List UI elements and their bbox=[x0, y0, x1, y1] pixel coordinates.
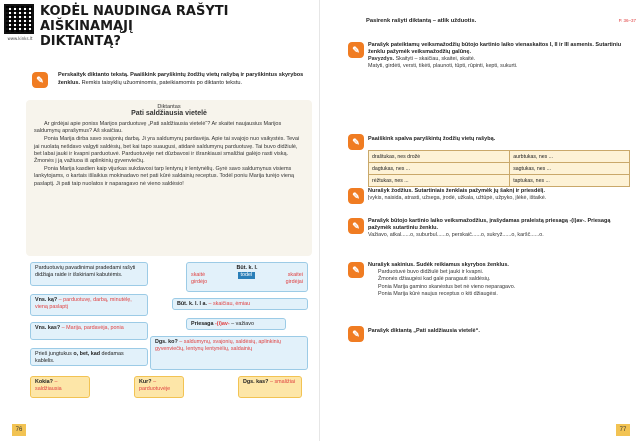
title-line-2: DIKTANTĄ? bbox=[40, 34, 121, 49]
note-conjunctions bbox=[30, 348, 148, 366]
grid-cell[interactable]: rėžtukas, nes ... bbox=[369, 175, 510, 187]
note-text: girdėjo bbox=[191, 278, 208, 285]
note-label: Kokia? bbox=[35, 379, 53, 385]
note-text: Parduotuvių pavadinimai pradedami rašyti didžiąja raide ir išskiriami kabutėmis. bbox=[35, 265, 136, 278]
note-label: Dgs. kas? bbox=[243, 379, 269, 385]
qr-label: www.kinks.lt bbox=[7, 36, 33, 41]
note-text: – važiavo bbox=[229, 321, 254, 327]
task-instruction: Parašyk pateiktamų veiksmažodžių būtojo kartinio laiko vienaskaitos I, II ir III asmenis. Sutartiniu ženklu pažymėk veiksmažodžių galūnę. bbox=[368, 42, 622, 55]
task-instruction: Paaiškink spalva paryškintų žodžių vietų rašybą. bbox=[368, 136, 496, 142]
note-text: – saldžiausia bbox=[35, 379, 62, 392]
task-words: Matyti, girdėti, versti, tikėti, plaunoti, tūpti, rūpinti, kepti, sukurti. bbox=[368, 63, 518, 70]
note-past-tense bbox=[186, 262, 308, 292]
table-row bbox=[369, 151, 630, 163]
note-past-first-person bbox=[172, 298, 308, 310]
note-text: – parduotuvėje bbox=[139, 379, 171, 392]
task-4 bbox=[368, 218, 630, 239]
note-kokia bbox=[30, 376, 90, 398]
task-words: Važiavo, atkal......o, suburbul......o, perskaič......o, sukryž......o, karšč......o. bbox=[368, 232, 544, 238]
intro-rest: Remkis taisyklių užuominomis, pateikiamomis po diktanto tekstu. bbox=[80, 79, 243, 86]
qr-code-icon bbox=[4, 4, 34, 34]
sentence-line: Ponia Marija kūrė naujus receptus o kiti džiaugėsi. bbox=[378, 291, 498, 298]
note-label: Dgs. ko? bbox=[155, 339, 178, 345]
note-text: skaitė bbox=[191, 271, 206, 278]
dictation-paragraph: Ponia Marija kasdien kaip vijurkas sukdavosi tarp lentynų ir lentynėlių. Gyrė savo saldumynus visiems lankytojams, o kartais išlaikius mokinadavo net pati kūrė saldainių receptus. Todėl poniu Marija turėjo vieną paslaptį. Ji pati taip nuolatos ir naparagavo nė vieno saldėsio! bbox=[34, 166, 295, 187]
dictation-label: Diktantas bbox=[157, 104, 181, 110]
intro-bold: Perskaityk diktanto tekstą. Paaiškink paryškintų žodžių vietų rašybą ir paryškintus skyrybos ženklus. bbox=[58, 72, 304, 86]
note-plural-kas bbox=[238, 376, 302, 398]
note-label: Būt. k. l. bbox=[236, 265, 258, 271]
note-suffix bbox=[186, 318, 286, 330]
pencil-task-icon: ✎ bbox=[32, 72, 48, 88]
sentence-line: Ponia Marija gamino skanėstus bet nė vieno neparagavo. bbox=[378, 283, 516, 290]
note-label: o, bet, kad bbox=[73, 351, 101, 357]
page-title bbox=[40, 4, 302, 49]
task-6 bbox=[368, 328, 630, 335]
task-5 bbox=[368, 262, 630, 299]
task-1 bbox=[368, 42, 630, 71]
note-label: Būt. k. l. I a. bbox=[177, 301, 207, 307]
page-number: 76 bbox=[12, 424, 26, 436]
task-instruction: Parašyk būtojo kartinio laiko veiksmažodžius, įrašydamas praleistą priesagą -(i)av-. Priesagą pažymėk sutartiniu ženklu. bbox=[368, 218, 611, 231]
pencil-task-icon: ✎ bbox=[348, 42, 364, 58]
example-text: Skaityti – skaičiau, skaitei, skaitė. bbox=[394, 56, 476, 62]
answer-grid bbox=[368, 150, 630, 187]
example-label: Pavyzdys. bbox=[368, 56, 395, 62]
page-reference: P. 36–37 bbox=[618, 18, 636, 23]
note-vns-kas bbox=[30, 322, 148, 340]
task-words: Įvykis, naisida, atrasti, užsega, įrodė, užkala, užtūpė, užpyko, įlėkė, ištaikė. bbox=[368, 195, 547, 201]
dictation-paragraph: Ponia Marija dirba savo svajonių darbą. Ji yra saldumynų pardavėja. Apie tai svajojo nuo vaikystės. Tevai jai nuolatą nešdavo valgyti saldėsių, bet kai tapo suaugusi, atidarė saldumynų parduotuvę. Tai buvo didžiulė, bet labai jauki ir kvapni parduotuvė. Parduotuvėje net dūzbavosi ir išrankiausi smaližiai galėjo rasti viską. Žmonės į ją važiuoa iš aplinkinių gyvenviečių. bbox=[34, 136, 300, 165]
task-instruction: Parašyk diktantą „Pati saldžiausia vietelė“. bbox=[368, 328, 480, 334]
note-text: -(i)av- bbox=[213, 321, 230, 327]
note-text: todel bbox=[238, 272, 256, 279]
note-text: – parduotuvę, darbą, minutėlę, vieną paslaptį bbox=[35, 297, 132, 310]
task-2 bbox=[368, 136, 630, 143]
note-text: – smaližiai bbox=[268, 379, 296, 385]
note-label: Vns. ką? bbox=[35, 297, 58, 303]
note-label: Priesaga bbox=[191, 321, 214, 327]
sentence-line: Parduotuvė buvo didžiulė bet jauki ir kvapni. bbox=[378, 269, 484, 275]
note-text: skaitei bbox=[287, 271, 303, 278]
note-quotes bbox=[30, 262, 148, 286]
title-line-1: KODĖL NAUDINGA RAŠYTI AIŠKINAMĄJĮ bbox=[40, 4, 229, 34]
note-text: – Marija, pardavėja, ponia bbox=[60, 325, 124, 331]
note-plural-ko bbox=[150, 336, 308, 370]
grid-cell[interactable]: draštukas, nes drožė bbox=[369, 151, 510, 163]
right-page bbox=[320, 0, 640, 441]
pencil-task-icon: ✎ bbox=[348, 262, 364, 278]
pencil-task-icon: ✎ bbox=[348, 326, 364, 342]
grid-cell[interactable]: aurbtukas, nes ... bbox=[510, 151, 630, 163]
grid-cell[interactable]: taptukas, nes ... bbox=[510, 175, 630, 187]
dictation-title: Pati saldžiausia vietelė bbox=[131, 110, 207, 117]
task-instruction: Nurašyk sakinius. Sudėk reikiamus skyrybos ženklus. bbox=[368, 262, 509, 268]
note-text: girdėjai bbox=[285, 278, 303, 285]
grid-cell[interactable]: sagtukas, nes ... bbox=[510, 163, 630, 175]
grid-cell[interactable]: dagtukas, nes ... bbox=[369, 163, 510, 175]
page-number: 77 bbox=[616, 424, 630, 436]
table-row bbox=[369, 163, 630, 175]
pencil-task-icon: ✎ bbox=[348, 188, 364, 204]
note-text: dedamas kablelis. bbox=[35, 351, 124, 364]
note-text: – saldumynų, svajonių, saldėsių, aplinkinių gyvenviečių, lentynų lentynėlių, saldainių bbox=[155, 339, 281, 352]
note-vns-ka bbox=[30, 294, 148, 316]
task-instruction: Nurašyk žodžius. Sutartiniais ženklais pažymėk jų šaknį ir priesdėlį. bbox=[368, 188, 545, 194]
dictation-paragraph: Ar girdėjai apie poniss Marijos parduotuvę „Pati saldžiausia vietelė“? Ar skaitei naujausius Marijos saldumynų aprašymus? Aš skaičiau. bbox=[34, 121, 282, 135]
task-3 bbox=[368, 188, 630, 202]
sentence-line: Žmonės džiaugėsi kad galė paragauti saldėsių. bbox=[378, 276, 491, 283]
dictation-box bbox=[26, 100, 312, 256]
right-page-title: Pasirenk rašyti diktantą – atlik užduotis. bbox=[366, 18, 477, 24]
pencil-task-icon: ✎ bbox=[348, 218, 364, 234]
note-label: Kur? bbox=[139, 379, 152, 385]
note-text: – skaičiau, ėmiau bbox=[206, 301, 251, 307]
note-label: Vns. kas? bbox=[35, 325, 61, 331]
pencil-task-icon: ✎ bbox=[348, 134, 364, 150]
task-intro bbox=[58, 72, 310, 87]
note-kur bbox=[134, 376, 184, 398]
note-text: Prieš jungtukus bbox=[35, 351, 74, 357]
table-row bbox=[369, 175, 630, 187]
